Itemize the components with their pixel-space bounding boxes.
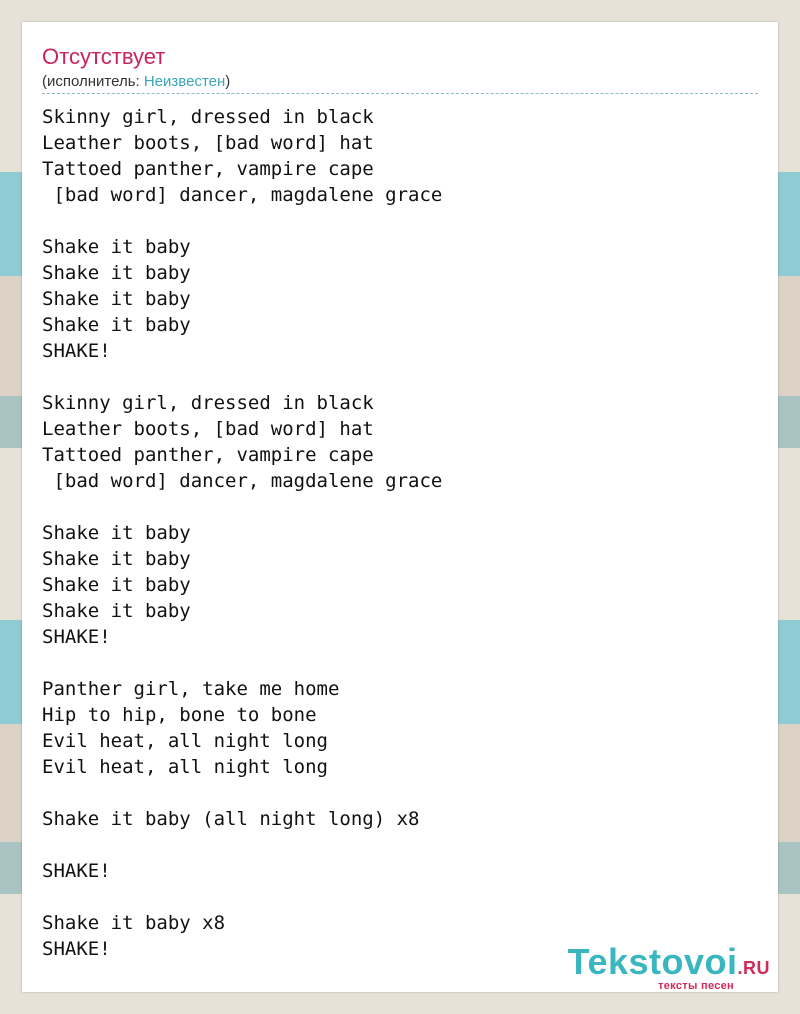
title-divider — [42, 93, 758, 94]
artist-suffix: ) — [225, 73, 231, 90]
logo-tagline: тексты песен — [658, 980, 734, 992]
logo-main-text: Tekstovoi — [567, 941, 738, 982]
site-logo[interactable] — [568, 942, 770, 992]
lyrics-text: Skinny girl, dressed in black Leather boots, [bad word] hat Tattoed panther, vampire cape [bad word] dancer, magdalene grace Shake it baby Shake it baby Shake it baby Shake it baby SHAKE! Skinny girl, dressed in black Leather boots, [bad word] hat Tattoed panther, vampire cape [bad word] dancer, magdalene grace Shake it baby Shake it baby Shake it baby Shake it baby SHAKE! Panther girl, take me home Hip to hip, bone to bone Evil heat, all night long Evil heat, all night long Shake it baby (all night long) x8 SHAKE! Shake it baby x8 SHAKE! — [42, 106, 443, 960]
song-title: Отсутствует — [42, 44, 166, 69]
artist-prefix: (исполнитель: — [42, 73, 144, 90]
artist-link[interactable]: Неизвестен — [143, 73, 226, 90]
logo-tld: .RU — [737, 958, 770, 978]
artist-line — [42, 73, 230, 91]
lyrics-card — [22, 22, 778, 992]
